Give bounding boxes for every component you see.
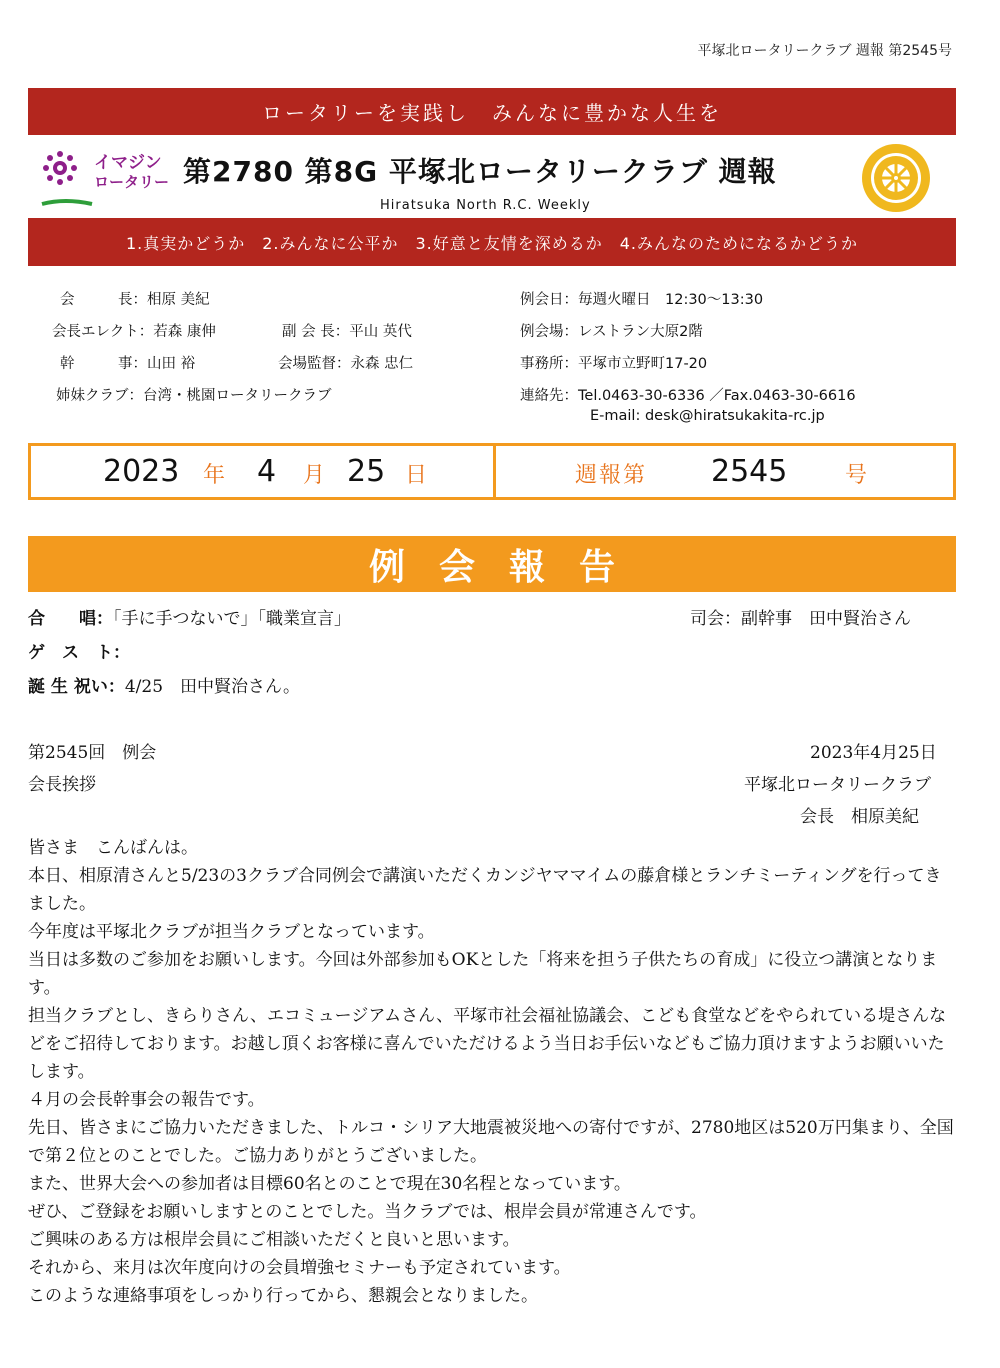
body-paragraph: 皆さま こんばんは。 (28, 838, 198, 858)
meeting-day-label: 例会日： (520, 292, 578, 308)
report-heading: 会長挨拶 (28, 775, 96, 795)
report-date: 2023年4月25日 (810, 743, 937, 763)
meeting-place-label: 例会場： (520, 324, 578, 340)
meeting-number: 第2545回 例会 (28, 743, 157, 763)
elect-name: 若森 康伸 (153, 324, 216, 340)
elect-label: 会長エレクト： (52, 324, 154, 340)
vp-name: 平山 英代 (349, 324, 412, 340)
sister-club-name: 台湾・桃園ロータリークラブ (143, 388, 332, 404)
office-value: 平塚市立野町17-20 (578, 356, 708, 372)
issue-unit: 号 (845, 463, 868, 488)
body-paragraph: それから、来月は次年度向けの会員増強セミナーも予定されています。 (28, 1258, 571, 1278)
vp-label: 副 会 長： (282, 324, 350, 340)
office-label: 事務所： (520, 356, 578, 372)
body-paragraph: 今年度は平塚北クラブが担当クラブとなっています。 (28, 922, 435, 942)
meeting-day-row (520, 288, 763, 309)
imagine-logo-line1: イマジン (94, 153, 162, 173)
birthday-value: 4/25 田中賢治さん。 (124, 677, 301, 697)
meeting-place-row (520, 320, 703, 341)
sergeant-label: 会場監督： (278, 356, 351, 372)
date-year: 2023 (103, 454, 180, 489)
rotary-wheel-icon (860, 142, 932, 214)
secretary-row (60, 352, 195, 373)
song-row (28, 604, 351, 629)
body-paragraph: このような連絡事項をしっかり行ってから、懇親会となりました。 (28, 1286, 538, 1306)
elect-row (52, 320, 216, 341)
meeting-day-value: 毎週火曜日 12:30～13:30 (578, 292, 764, 308)
secretary-name: 山田 裕 (147, 356, 196, 372)
mc-text: 司会：副幹事 田中賢治さん (690, 609, 911, 629)
header-note: 平塚北ロータリークラブ 週報 第2545号 (697, 43, 952, 59)
guest-label: ゲ ス ト： (28, 643, 130, 663)
date-issue-box (28, 443, 956, 500)
body-paragraph: ご興味のある方は根岸会員にご相談いただくと良いと思います。 (28, 1230, 520, 1250)
birthday-label: 誕 生 祝い： (28, 677, 125, 697)
four-way-test-text: 1.真実かどうか 2.みんなに公平か 3.好意と友情を深めるか 4.みんなのためになるかどうか (125, 233, 859, 253)
email-value[interactable]: E-mail: desk@hiratsukakita-rc.jp (590, 408, 825, 424)
body-paragraph: 当日は多数のご参加をお願いします。今回は外部参加もOKとした「将来を担う子供たちの育成」に役立つ講演となります。 (28, 950, 938, 998)
sister-club-row (56, 384, 332, 405)
song-label: 合 唱： (28, 609, 113, 629)
song-value: 「手に手つないで」「職業宣言」 (113, 609, 351, 629)
birthday-row (28, 672, 300, 697)
office-row (520, 352, 707, 373)
date-month: 4 (257, 454, 277, 489)
slogan-text: ロータリーを実践し みんなに豊かな人生を (262, 101, 722, 125)
president-name: 相原 美紀 (147, 292, 210, 308)
president-row (60, 288, 210, 309)
sergeant-row (278, 352, 413, 373)
vp-row (282, 320, 412, 341)
secretary-label: 幹 事： (60, 356, 147, 372)
section-title-bar (28, 536, 956, 592)
body-paragraph: 本日、相原清さんと5/23の3クラブ合同例会で講演いただくカンジヤママイムの藤倉様とランチミーティングを行ってきました。 (28, 866, 942, 914)
guest-row (28, 638, 130, 663)
date-box-divider (493, 446, 496, 497)
contact-value: Tel.0463-30-6336 ／Fax.0463-30-6616 (578, 388, 856, 404)
four-way-test-bar (28, 218, 956, 266)
issue-number: 2545 (711, 454, 788, 489)
meeting-place-value: レストラン大原2階 (578, 324, 703, 340)
report-club: 平塚北ロータリークラブ (744, 775, 931, 795)
issue-label: 週報第 (575, 463, 648, 488)
date-year-unit: 年 (203, 463, 226, 488)
body-paragraph: 先日、皆さまにご協力いただきました、トルコ・シリア大地震被災地への寄付ですが、2780地区は520万円集まり、全国で第２位とのことでした。ご協力ありがとうございました。 (28, 1118, 954, 1166)
imagine-logo-line2: ロータリー (94, 173, 170, 191)
sergeant-name: 永森 忠仁 (350, 356, 414, 372)
slogan-bar (28, 88, 956, 135)
report-body (28, 834, 956, 1310)
president-label: 会 長： (60, 292, 147, 308)
body-paragraph: また、世界大会への参加者は目標60名とのことで現在30名程となっています。 (28, 1174, 631, 1194)
report-author: 会長 相原美紀 (800, 807, 919, 827)
newsletter-subtitle: Hiratsuka North R.C. Weekly (380, 198, 591, 213)
body-paragraph: ぜひ、ご登録をお願いしますとのことでした。当クラブでは、根岸会員が常連さんです。 (28, 1202, 707, 1222)
contact-row (520, 384, 856, 405)
date-month-unit: 月 (303, 463, 326, 488)
email-row (590, 408, 825, 424)
body-paragraph: ４月の会長幹事会の報告です。 (28, 1090, 265, 1110)
date-day-unit: 日 (405, 463, 428, 488)
contact-label: 連絡先： (520, 388, 578, 404)
section-title: 例会報告 (368, 546, 649, 588)
body-paragraph: 担当クラブとし、きらりさん、エコミュージアムさん、平塚市社会福祉協議会、こども食堂などをやられている堤さんなどをご招待しております。お越し頂くお客様に喜んでいただけるよう当日お手伝いなどもご協力頂けますようお願いいたします。 (28, 1006, 947, 1082)
newsletter-title: 第2780 第8G 平塚北ロータリークラブ 週報 (183, 155, 777, 188)
sister-club-label: 姉妹クラブ： (56, 388, 143, 404)
date-day: 25 (347, 454, 386, 489)
